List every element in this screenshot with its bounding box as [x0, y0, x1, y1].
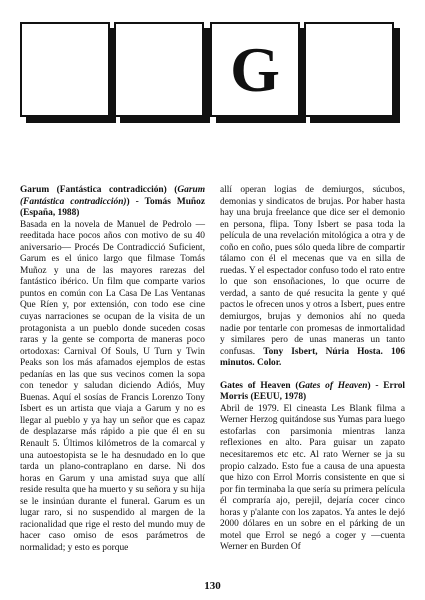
left-column [20, 185, 205, 555]
letter-box [210, 22, 300, 117]
entry-title-garum: Garum (Fantástica contradicción) (Garum (Fantástica contradicción)) - Tomás Muñoz (España, 1988) [20, 185, 205, 219]
decorative-box-1 [20, 22, 110, 117]
right-column [220, 185, 405, 554]
entry-body-garum-continued: allí operan logias de demiurgos, súcubos, demonias y sindicatos de brujas. Por haber hasta hay una bruja freelance que dice ser el demonio en persona, flipa. Tony Isbert se pasa toda la película de una revelación mitológica a otra y de coño en coño, pues sólo queda libre de compartir tálamo con él el mecenas que va en silla de ruedas. Y el espectador confuso todo el rato entre lo que son ensoñaciones, lo que ocurre de verdad, a santo de qué resucita la gente y qué pactos le ofrecen unos y otros a Isbert, pues entre demiurgos, brujas y demonios ahí no queda nadie por tentarle con promesas de inmortalidad y similares pero de unas maneras un tanto confusas. Tony Isbert, Núria Hosta. 106 minutos. Color. [220, 185, 406, 369]
decorative-box-4 [304, 22, 394, 117]
decorative-box-2 [114, 22, 204, 117]
entry-body-gates-of-heaven: Abril de 1979. El cineasta Les Blank filma a Werner Herzog quitándose sus Yumas para luego estofarlas con parsimonia mientras lanza reflexiones en alto. Para guisar un zapato necesitaremos etc etc. Al rato Werner se ja su propio calzado. Esto fue a causa de una apuesta que hizo con Errol Morris consistente en que si por fin terminaba la que sería su primera película él compraría ajo, perejil, dejaría cocer cinco horas y p'alante con los zapatos. Ya antes le dejó 2000 dólares en un sobre en el párking de un motel que Errol se negó a coger y —cuenta Werner en Burden Of [220, 403, 405, 553]
entry-title-gates-of-heaven: Gates of Heaven (Gates of Heaven) - Errol Morris (EEUU, 1978) [220, 380, 406, 403]
entry-credits-garum: Tony Isbert, Núria Hosta. 106 minutos. Color. [220, 346, 406, 369]
entry-body-garum: Basada en la novela de Manuel de Pedrolo —reeditada hace pocos años con motivo de su 40 aniversario— Procés De Contradicció Suficient, Garum es el único largo que filmase Tomás Muñoz y una de las mayores rarezas del fantástico ibérico. Un film que comparte varios puntos en común con La Casa De Las Ventanas Que Ríen y, por extensión, con todo ese cine cuyas narraciones se ocupan de la visita de un protagonista a un pueblo donde suceden cosas raras y la gente se comporta de maneras poco ortodoxas: Carnival Of Souls, U Turn y Twin Peaks son los más afamados ejemplos de estas pedanías en las que sus vecinos comen la sopa con tenedor y saludan diciendo Adiós, Muy Buenas. Aquí el sosías de Francis Lorenzo Tony Isbert es un artista que viaja a Garum y no es llegar al pueblo y ya hay un señor que es capaz de desplazarse más rápido a pie que él en su Renault 5. Últimos kilómetros de la comarcal y una autoestopista se le ha desnudado en lo que tarda un plano-contraplano en darse. Ni dos horas en Garum y una amistad suya que allí reside resulta que ha muerto y su señora y su hija se le insinúan durante el funeral. Garum es un lugar raro, si no suspendido al margen de la racionalidad que rige el resto del mundo muy de hacer caso omiso de esos parámetros de normalidad; y esto es porque [20, 219, 205, 553]
page-number: 130 [204, 580, 221, 592]
header-letter-boxes [0, 22, 425, 137]
section-letter: G [230, 34, 280, 105]
